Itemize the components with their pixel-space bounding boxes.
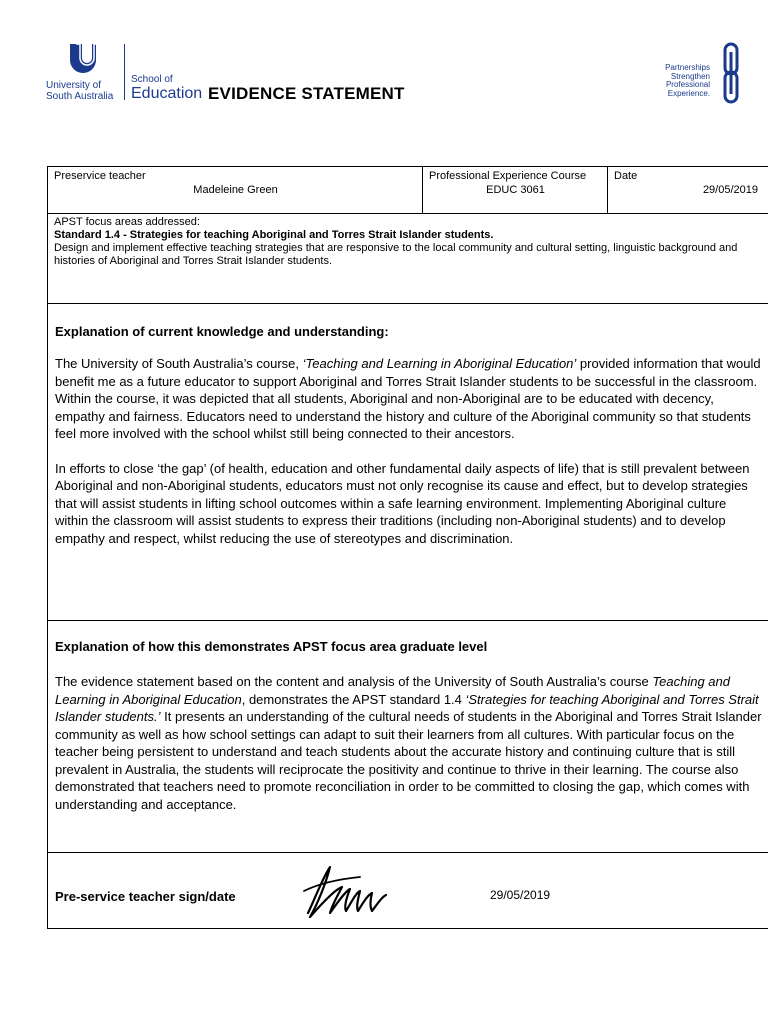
unisa-shield-icon	[66, 42, 100, 76]
school-of-education	[131, 74, 202, 102]
graduate-level-section	[48, 621, 768, 853]
knowledge-text: The University of South Australia’s course,	[55, 356, 303, 371]
signature-label: Pre-service teacher sign/date	[55, 889, 236, 904]
partnership-logo-text: Partnerships Strengthen Professional Experience.	[665, 63, 710, 98]
knowledge-body	[55, 355, 763, 547]
preservice-teacher-name: Madeleine Green	[193, 184, 278, 196]
apst-description: Design and implement effective teaching strategies that are responsive to the local community and cultural setting, linguistic background and histories of Aboriginal and Torres Strait Islander students.	[54, 242, 738, 267]
school-of-label: School of	[131, 74, 173, 85]
knowledge-paragraph-2: In efforts to close ‘the gap’ (of health, education and other fundamental daily aspects of life) that is still prevalent between Aboriginal and non-Aboriginal students, educators must not only recognise its cause and effect, but to develop strategies that will assist students in lifting school outcomes within a safe learning environment. Implementing Aboriginal culture within the classroom will assist students to express their traditions (including non-Aboriginal students) and to develop empathy and respect, whilst reducing the use of stereotypes and discrimination.	[55, 460, 750, 546]
handwritten-signature	[300, 861, 400, 923]
signature-date: 29/05/2019	[490, 888, 551, 902]
knowledge-heading: Explanation of current knowledge and understanding:	[55, 324, 389, 339]
graduate-text: , demonstrates the APST standard 1.4	[241, 691, 466, 707]
partnership-logo	[648, 42, 740, 104]
page-header	[0, 0, 768, 130]
signature-row	[48, 853, 768, 928]
apst-focus-label: APST focus areas addressed:	[54, 216, 200, 228]
date-value: 29/05/2019	[702, 184, 758, 196]
knowledge-section	[48, 304, 768, 621]
evidence-form	[47, 166, 768, 929]
graduate-level-heading: Explanation of how this demonstrates APST focus area graduate level	[55, 639, 488, 654]
knowledge-paragraph-1	[55, 355, 763, 443]
unisa-logo	[46, 42, 124, 104]
course-title-italic: ‘Teaching and Learning in Aboriginal Education’	[302, 356, 577, 371]
unisa-logo-text: University of South Australia	[46, 80, 114, 102]
course-title-italic: Teaching and Learning in Aboriginal Education	[55, 674, 730, 707]
header-divider	[124, 44, 125, 100]
apst-focus-block	[54, 216, 754, 268]
preservice-teacher-cell	[48, 167, 423, 213]
partnership-emblem-icon	[710, 42, 740, 104]
school-name: Education	[131, 85, 203, 102]
course-code: EDUC 3061	[486, 184, 545, 196]
course-cell	[423, 167, 608, 213]
graduate-text: The evidence statement based on the content and analysis of the University of South Australia’s course	[55, 674, 653, 689]
info-row	[48, 167, 768, 214]
knowledge-text-cont: provided information that would benefit me as a future educator to support Aboriginal and Torres Strait Islander students to be successful in the classroom. Within the course, it was depicted that all students, Aboriginal and non-Aboriginal are to be educated with decency, empathy and fairness. Educators need to understand the history and culture of the Aboriginal community so that students feel more involved with the school whilst still being connected to their ancestors.	[55, 356, 761, 441]
date-label: Date	[614, 170, 638, 182]
graduate-level-paragraph	[55, 673, 763, 813]
page-title: EVIDENCE STATEMENT	[208, 84, 405, 103]
graduate-text: It presents an understanding of the cultural needs of students in the Aboriginal and Torres Strait Islander community as well as how school settings can adapt to suit their learners from all cultures. With particular focus on the teacher being persistent to understand and teach students about the accurate history and continuing culture that is still prevalent in Australia, the students will reciprocate the positivity and continue to thrive in their learning. The course also demonstrated that teachers need to promote reconciliation in order to be committed to closing the gap, which comes with understanding and acceptance.	[55, 709, 762, 812]
date-cell	[608, 167, 768, 213]
apst-focus-row	[48, 214, 768, 304]
standard-title-italic: ‘Strategies for teaching Aboriginal and Torres Strait Islander students.’	[55, 691, 759, 724]
graduate-level-body	[55, 673, 763, 813]
course-label: Professional Experience Course	[429, 170, 587, 182]
preservice-teacher-label: Preservice teacher	[54, 170, 146, 182]
apst-standard: Standard 1.4 - Strategies for teaching Aboriginal and Torres Strait Islander students.	[54, 229, 494, 241]
